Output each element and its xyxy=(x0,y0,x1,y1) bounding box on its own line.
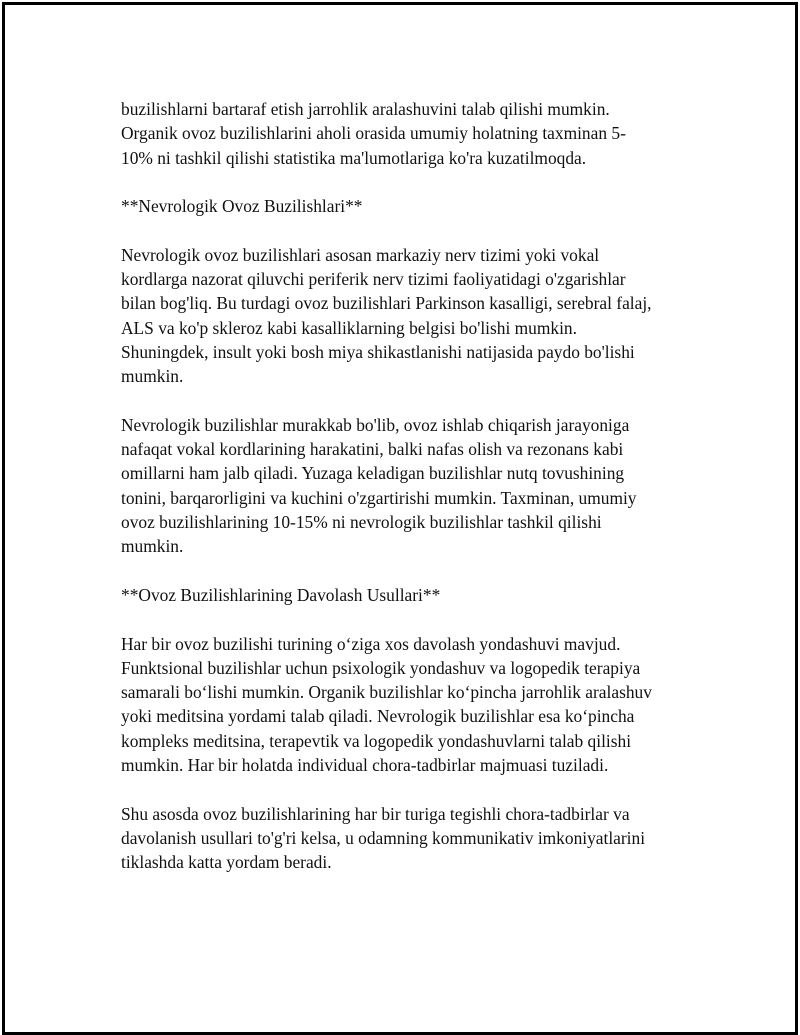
paragraph-organic-continuation xyxy=(121,97,701,170)
paragraph-neurological-intro xyxy=(121,243,701,389)
text-line: buzilishlarni bartaraf etish jarrohlik aralashuvini talab qilishi mumkin. xyxy=(121,99,610,119)
text-line: Har bir ovoz buzilishi turining o‘ziga xos davolash yondashuvi mavjud. xyxy=(121,633,621,654)
text-line: Nevrologik ovoz buzilishlari asosan markaziy nerv tizimi yoki vokal xyxy=(121,244,600,265)
text-line: nafaqat vokal kordlarining harakatini, balki nafas olish va rezonans kabi xyxy=(121,439,624,460)
text-line: omillarni ham jalb qiladi. Yuzaga keladigan buzilishlar nutq tovushining xyxy=(121,463,625,484)
text-line: tiklashda katta yordam beradi. xyxy=(121,852,332,873)
text-line: ovoz buzilishlarining 10-15% ni nevrologik buzilishlar tashkil qilishi xyxy=(121,512,602,533)
heading-neurological xyxy=(121,194,701,218)
text-line: bilan bog'liq. Bu turdagi ovoz buzilishlari Parkinson kasalligi, serebral falaj, xyxy=(121,293,652,314)
text-line: kompleks meditsina, terapevtik va logopedik yondashuvlarni talab qilishi xyxy=(121,730,632,751)
document-body xyxy=(121,97,701,899)
text-line: Shuningdek, insult yoki bosh miya shikastlanishi natijasida paydo bo'lishi xyxy=(121,341,635,362)
text-line: davolanish usullari to'g'ri kelsa, u odamning kommunikativ imkoniyatlarini xyxy=(121,827,646,848)
text-line: mumkin. xyxy=(121,536,184,557)
text-line: ALS va ko'p skleroz kabi kasalliklarning belgisi bo'lishi mumkin. xyxy=(121,317,577,338)
text-line: mumkin. Har bir holatda individual chora-tadbirlar majmuasi tuziladi. xyxy=(121,755,609,776)
paragraph-neurological-detail xyxy=(121,413,701,559)
text-line: Funktsional buzilishlar uchun psixologik yondashuv va logopedik terapiya xyxy=(121,657,641,678)
text-line: samarali bo‘lishi mumkin. Organik buzilishlar ko‘pincha jarrohlik aralashuv xyxy=(121,682,652,703)
page-frame xyxy=(2,2,798,1035)
heading-treatment-methods xyxy=(121,583,701,607)
text-line: Nevrologik buzilishlar murakkab bo'lib, ovoz ishlab chiqarish jarayoniga xyxy=(121,414,630,435)
text-line: Shu asosda ovoz buzilishlarining har bir turiga tegishli chora-tadbirlar va xyxy=(121,803,630,824)
text-line: mumkin. xyxy=(121,366,184,387)
text-line: Organik ovoz buzilishlarini aholi orasida umumiy holatning taxminan 5- xyxy=(121,123,626,144)
text-line: tonini, barqarorligini va kuchini o'zgartirishi mumkin. Taxminan, umumiy xyxy=(121,487,637,508)
heading-text: **Nevrologik Ovoz Buzilishlari** xyxy=(121,196,363,217)
text-line: 10% ni tashkil qilishi statistika ma'lumotlariga ko'ra kuzatilmoqda. xyxy=(121,147,587,168)
text-line: yoki meditsina yordami talab qiladi. Nevrologik buzilishlar esa ko‘pincha xyxy=(121,706,635,727)
text-line: kordlarga nazorat qiluvchi periferik nerv tizimi faoliyatidagi o'zgarishlar xyxy=(121,269,626,290)
paragraph-conclusion xyxy=(121,802,701,875)
heading-text: **Ovoz Buzilishlarining Davolash Usullari** xyxy=(121,584,441,605)
paragraph-treatment xyxy=(121,632,701,778)
